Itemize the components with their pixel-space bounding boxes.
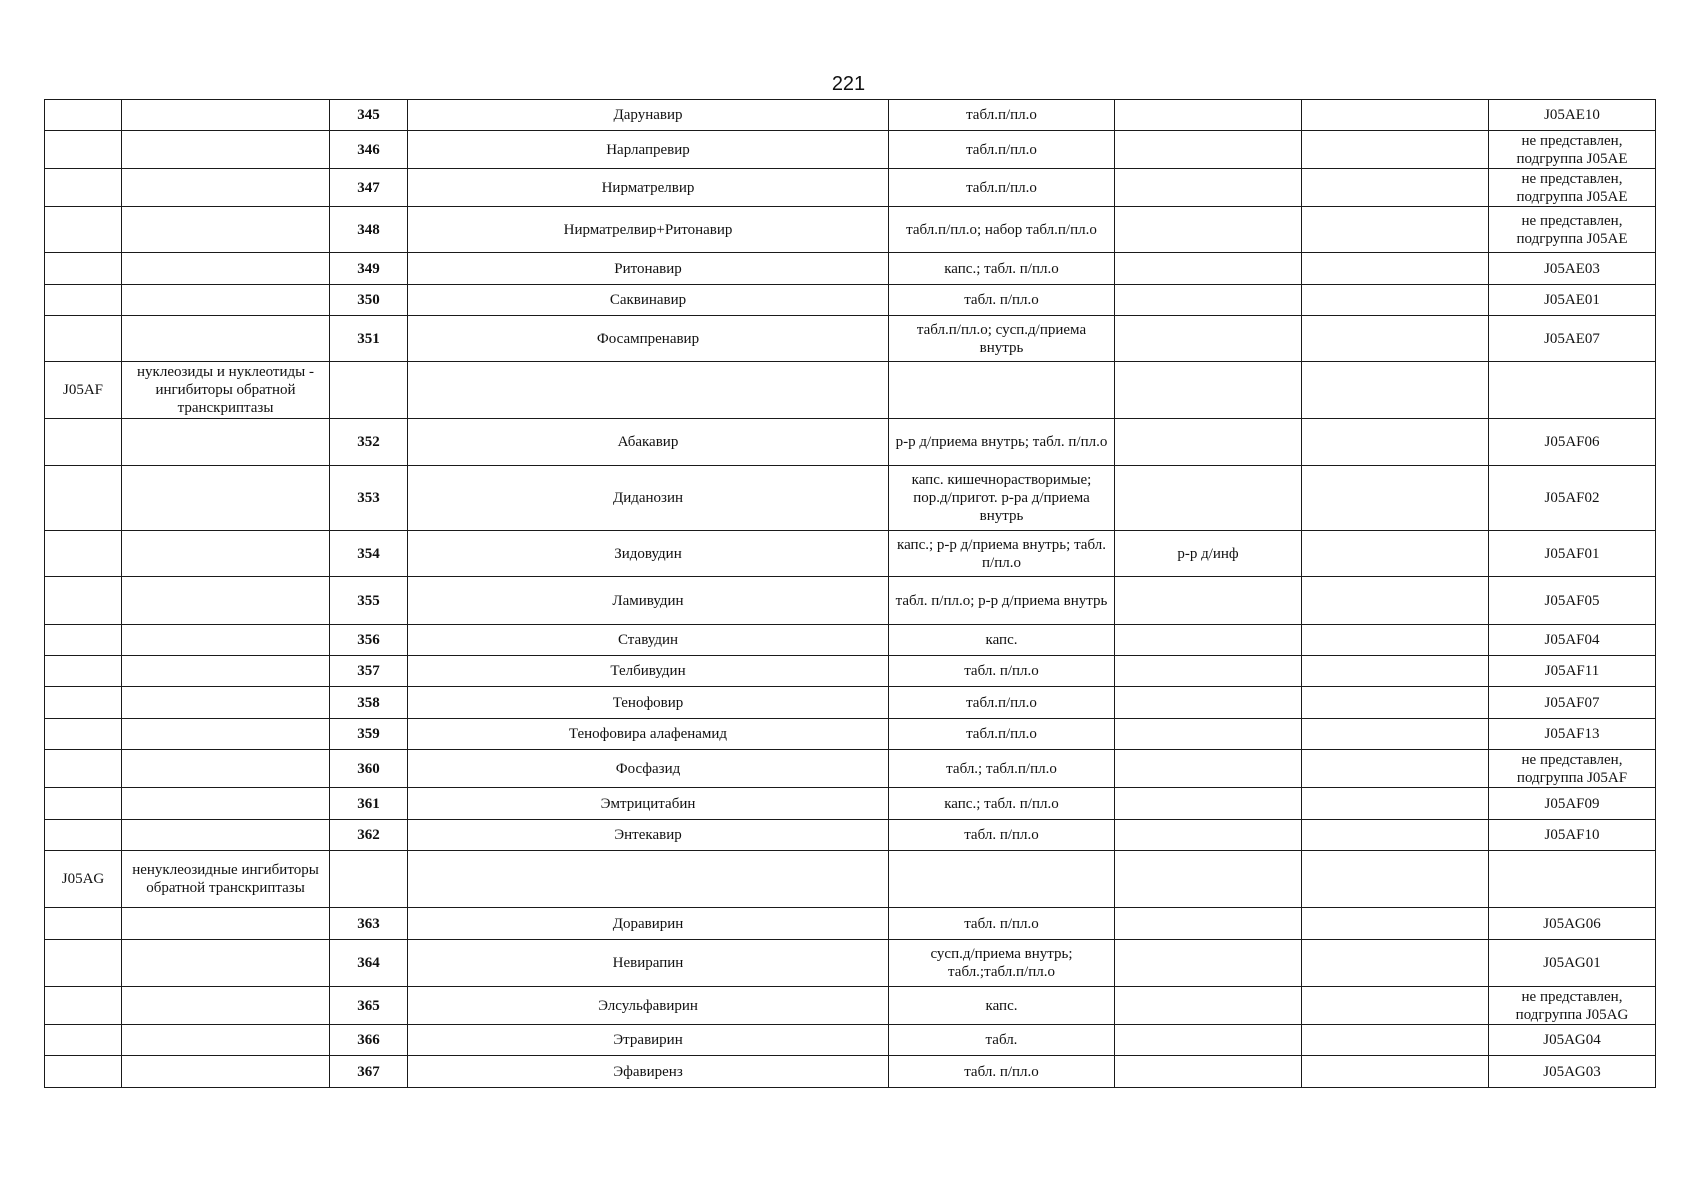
atc-reference-cell: J05AF10 (1489, 820, 1656, 851)
dosage-form-cell: табл.; табл.п/пл.о (889, 750, 1115, 788)
dosage-form-secondary-cell (1115, 820, 1302, 851)
atc-reference-cell: J05AF13 (1489, 719, 1656, 750)
table-row (45, 687, 1656, 719)
drug-name-cell (408, 362, 889, 419)
extra-cell (1302, 207, 1489, 253)
group-name-cell (122, 207, 330, 253)
item-number-cell: 358 (330, 687, 408, 719)
atc-code-cell (45, 131, 122, 169)
dosage-form-cell: табл.п/пл.о; сусп.д/приема внутрь (889, 316, 1115, 362)
table-row (45, 316, 1656, 362)
item-number-cell (330, 851, 408, 908)
extra-cell (1302, 531, 1489, 577)
group-name-cell (122, 285, 330, 316)
drug-name-cell: Ламивудин (408, 577, 889, 625)
drug-table (44, 99, 1656, 1088)
atc-code-cell (45, 207, 122, 253)
group-name-cell (122, 719, 330, 750)
item-number-cell: 353 (330, 466, 408, 531)
atc-reference-cell: J05AF06 (1489, 419, 1656, 466)
group-name-cell (122, 466, 330, 531)
atc-reference-cell: J05AF01 (1489, 531, 1656, 577)
atc-reference-cell: J05AG01 (1489, 940, 1656, 987)
table-row (45, 285, 1656, 316)
extra-cell (1302, 656, 1489, 687)
group-name-cell: нуклеозиды и нуклеотиды - ингибиторы обратной транскриптазы (122, 362, 330, 419)
dosage-form-cell: табл.п/пл.о (889, 100, 1115, 131)
group-name-cell (122, 169, 330, 207)
drug-name-cell: Тенофовир (408, 687, 889, 719)
dosage-form-secondary-cell (1115, 656, 1302, 687)
atc-reference-cell: J05AF09 (1489, 788, 1656, 820)
table-row (45, 466, 1656, 531)
dosage-form-cell (889, 362, 1115, 419)
item-number-cell: 347 (330, 169, 408, 207)
atc-reference-cell: J05AG03 (1489, 1056, 1656, 1088)
item-number-cell: 351 (330, 316, 408, 362)
group-name-cell (122, 1056, 330, 1088)
drug-name-cell: Саквинавир (408, 285, 889, 316)
dosage-form-cell: табл.п/пл.о; набор табл.п/пл.о (889, 207, 1115, 253)
dosage-form-secondary-cell (1115, 100, 1302, 131)
dosage-form-cell: табл.п/пл.о (889, 719, 1115, 750)
dosage-form-secondary-cell (1115, 362, 1302, 419)
extra-cell (1302, 285, 1489, 316)
dosage-form-secondary-cell (1115, 1056, 1302, 1088)
group-name-cell (122, 750, 330, 788)
dosage-form-secondary-cell (1115, 466, 1302, 531)
extra-cell (1302, 362, 1489, 419)
item-number-cell: 355 (330, 577, 408, 625)
atc-reference-cell (1489, 851, 1656, 908)
extra-cell (1302, 788, 1489, 820)
drug-name-cell: Фосампренавир (408, 316, 889, 362)
drug-name-cell: Дарунавир (408, 100, 889, 131)
group-name-cell: ненуклеозидные ингибиторы обратной транскриптазы (122, 851, 330, 908)
dosage-form-cell: табл. п/пл.о (889, 820, 1115, 851)
dosage-form-cell: капс.; табл. п/пл.о (889, 788, 1115, 820)
atc-reference-cell: J05AF04 (1489, 625, 1656, 656)
item-number-cell: 361 (330, 788, 408, 820)
atc-code-cell (45, 169, 122, 207)
dosage-form-cell: сусп.д/приема внутрь; табл.;табл.п/пл.о (889, 940, 1115, 987)
dosage-form-secondary-cell (1115, 625, 1302, 656)
item-number-cell: 352 (330, 419, 408, 466)
atc-code-cell (45, 100, 122, 131)
atc-code-cell (45, 656, 122, 687)
group-name-cell (122, 625, 330, 656)
dosage-form-secondary-cell (1115, 750, 1302, 788)
atc-code-cell (45, 719, 122, 750)
group-name-cell (122, 1025, 330, 1056)
table-row (45, 207, 1656, 253)
atc-code-cell (45, 820, 122, 851)
extra-cell (1302, 316, 1489, 362)
atc-reference-cell: J05AF05 (1489, 577, 1656, 625)
group-name-cell (122, 656, 330, 687)
atc-code-cell (45, 285, 122, 316)
item-number-cell: 362 (330, 820, 408, 851)
drug-name-cell: Доравирин (408, 908, 889, 940)
dosage-form-cell: капс. (889, 625, 1115, 656)
table-row (45, 577, 1656, 625)
atc-code-cell (45, 987, 122, 1025)
extra-cell (1302, 719, 1489, 750)
group-name-cell (122, 419, 330, 466)
drug-name-cell: Нарлапревир (408, 131, 889, 169)
drug-name-cell: Ритонавир (408, 253, 889, 285)
atc-reference-cell: J05AE03 (1489, 253, 1656, 285)
extra-cell (1302, 625, 1489, 656)
dosage-form-cell: капс. (889, 987, 1115, 1025)
extra-cell (1302, 987, 1489, 1025)
drug-name-cell: Элсульфавирин (408, 987, 889, 1025)
dosage-form-cell: табл. (889, 1025, 1115, 1056)
table-row (45, 656, 1656, 687)
dosage-form-cell: табл.п/пл.о (889, 169, 1115, 207)
dosage-form-secondary-cell (1115, 851, 1302, 908)
dosage-form-cell: капс. кишечнорастворимые; пор.д/пригот. р-ра д/приема внутрь (889, 466, 1115, 531)
item-number-cell (330, 362, 408, 419)
table-row (45, 1056, 1656, 1088)
atc-reference-cell: не представлен, подгруппа J05AE (1489, 131, 1656, 169)
extra-cell (1302, 577, 1489, 625)
dosage-form-secondary-cell (1115, 940, 1302, 987)
item-number-cell: 363 (330, 908, 408, 940)
extra-cell (1302, 820, 1489, 851)
atc-code-cell (45, 940, 122, 987)
drug-name-cell: Эмтрицитабин (408, 788, 889, 820)
item-number-cell: 365 (330, 987, 408, 1025)
drug-name-cell: Нирматрелвир (408, 169, 889, 207)
atc-code-cell (45, 419, 122, 466)
item-number-cell: 348 (330, 207, 408, 253)
atc-code-cell (45, 788, 122, 820)
group-name-cell (122, 316, 330, 362)
item-number-cell: 357 (330, 656, 408, 687)
item-number-cell: 366 (330, 1025, 408, 1056)
item-number-cell: 354 (330, 531, 408, 577)
dosage-form-secondary-cell (1115, 908, 1302, 940)
group-header-row (45, 851, 1656, 908)
dosage-form-secondary-cell (1115, 1025, 1302, 1056)
table-row (45, 131, 1656, 169)
dosage-form-cell: табл. п/пл.о (889, 908, 1115, 940)
item-number-cell: 367 (330, 1056, 408, 1088)
item-number-cell: 345 (330, 100, 408, 131)
atc-code-cell (45, 577, 122, 625)
item-number-cell: 360 (330, 750, 408, 788)
dosage-form-secondary-cell (1115, 253, 1302, 285)
item-number-cell: 364 (330, 940, 408, 987)
extra-cell (1302, 940, 1489, 987)
dosage-form-cell: табл.п/пл.о (889, 687, 1115, 719)
table-row (45, 987, 1656, 1025)
drug-name-cell: Нирматрелвир+Ритонавир (408, 207, 889, 253)
dosage-form-cell: табл. п/пл.о; р-р д/приема внутрь (889, 577, 1115, 625)
drug-name-cell: Энтекавир (408, 820, 889, 851)
extra-cell (1302, 169, 1489, 207)
atc-code-cell: J05AF (45, 362, 122, 419)
atc-reference-cell: J05AG04 (1489, 1025, 1656, 1056)
atc-code-cell (45, 908, 122, 940)
group-name-cell (122, 940, 330, 987)
item-number-cell: 350 (330, 285, 408, 316)
drug-name-cell: Фосфазид (408, 750, 889, 788)
drug-name-cell: Диданозин (408, 466, 889, 531)
table-row (45, 169, 1656, 207)
table-row (45, 253, 1656, 285)
drug-name-cell: Ставудин (408, 625, 889, 656)
extra-cell (1302, 419, 1489, 466)
group-name-cell (122, 987, 330, 1025)
dosage-form-cell: табл. п/пл.о (889, 656, 1115, 687)
atc-code-cell (45, 750, 122, 788)
dosage-form-cell: табл. п/пл.о (889, 1056, 1115, 1088)
extra-cell (1302, 131, 1489, 169)
atc-reference-cell: не представлен, подгруппа J05AE (1489, 207, 1656, 253)
drug-name-cell (408, 851, 889, 908)
dosage-form-cell: табл. п/пл.о (889, 285, 1115, 316)
group-name-cell (122, 577, 330, 625)
drug-name-cell: Зидовудин (408, 531, 889, 577)
atc-reference-cell: не представлен, подгруппа J05AF (1489, 750, 1656, 788)
group-name-cell (122, 100, 330, 131)
table-row (45, 531, 1656, 577)
drug-name-cell: Этравирин (408, 1025, 889, 1056)
item-number-cell: 349 (330, 253, 408, 285)
item-number-cell: 359 (330, 719, 408, 750)
atc-code-cell (45, 625, 122, 656)
dosage-form-cell: капс.; табл. п/пл.о (889, 253, 1115, 285)
table-row (45, 788, 1656, 820)
dosage-form-secondary-cell (1115, 419, 1302, 466)
group-name-cell (122, 788, 330, 820)
table-row (45, 719, 1656, 750)
table-row (45, 100, 1656, 131)
table-body (45, 100, 1656, 1088)
atc-reference-cell: не представлен, подгруппа J05AE (1489, 169, 1656, 207)
table-row (45, 820, 1656, 851)
atc-reference-cell: J05AE07 (1489, 316, 1656, 362)
dosage-form-secondary-cell (1115, 285, 1302, 316)
item-number-cell: 356 (330, 625, 408, 656)
dosage-form-secondary-cell (1115, 719, 1302, 750)
extra-cell (1302, 253, 1489, 285)
atc-code-cell (45, 466, 122, 531)
table-row (45, 908, 1656, 940)
group-name-cell (122, 253, 330, 285)
table-row (45, 625, 1656, 656)
extra-cell (1302, 851, 1489, 908)
extra-cell (1302, 908, 1489, 940)
atc-reference-cell: J05AF02 (1489, 466, 1656, 531)
extra-cell (1302, 750, 1489, 788)
atc-code-cell (45, 316, 122, 362)
atc-reference-cell: не представлен, подгруппа J05AG (1489, 987, 1656, 1025)
dosage-form-secondary-cell (1115, 169, 1302, 207)
dosage-form-secondary-cell (1115, 987, 1302, 1025)
item-number-cell: 346 (330, 131, 408, 169)
dosage-form-secondary-cell (1115, 131, 1302, 169)
group-name-cell (122, 131, 330, 169)
group-name-cell (122, 820, 330, 851)
dosage-form-cell: капс.; р-р д/приема внутрь; табл. п/пл.о (889, 531, 1115, 577)
drug-name-cell: Невирапин (408, 940, 889, 987)
drug-name-cell: Телбивудин (408, 656, 889, 687)
dosage-form-secondary-cell (1115, 316, 1302, 362)
group-name-cell (122, 687, 330, 719)
atc-code-cell (45, 687, 122, 719)
table-row (45, 940, 1656, 987)
atc-code-cell: J05AG (45, 851, 122, 908)
drug-name-cell: Тенофовира алафенамид (408, 719, 889, 750)
extra-cell (1302, 687, 1489, 719)
atc-reference-cell: J05AG06 (1489, 908, 1656, 940)
atc-reference-cell (1489, 362, 1656, 419)
dosage-form-secondary-cell: р-р д/инф (1115, 531, 1302, 577)
extra-cell (1302, 100, 1489, 131)
extra-cell (1302, 466, 1489, 531)
atc-reference-cell: J05AF11 (1489, 656, 1656, 687)
atc-code-cell (45, 253, 122, 285)
extra-cell (1302, 1025, 1489, 1056)
group-name-cell (122, 531, 330, 577)
dosage-form-cell: р-р д/приема внутрь; табл. п/пл.о (889, 419, 1115, 466)
dosage-form-cell (889, 851, 1115, 908)
atc-code-cell (45, 1056, 122, 1088)
atc-reference-cell: J05AF07 (1489, 687, 1656, 719)
table-row (45, 419, 1656, 466)
dosage-form-secondary-cell (1115, 788, 1302, 820)
dosage-form-secondary-cell (1115, 577, 1302, 625)
drug-name-cell: Эфавиренз (408, 1056, 889, 1088)
atc-code-cell (45, 1025, 122, 1056)
drug-name-cell: Абакавир (408, 419, 889, 466)
dosage-form-secondary-cell (1115, 207, 1302, 253)
dosage-form-secondary-cell (1115, 687, 1302, 719)
atc-reference-cell: J05AE10 (1489, 100, 1656, 131)
atc-code-cell (45, 531, 122, 577)
table-row (45, 750, 1656, 788)
page-number: 221 (831, 73, 866, 95)
group-name-cell (122, 908, 330, 940)
extra-cell (1302, 1056, 1489, 1088)
group-header-row (45, 362, 1656, 419)
atc-reference-cell: J05AE01 (1489, 285, 1656, 316)
table-row (45, 1025, 1656, 1056)
dosage-form-cell: табл.п/пл.о (889, 131, 1115, 169)
